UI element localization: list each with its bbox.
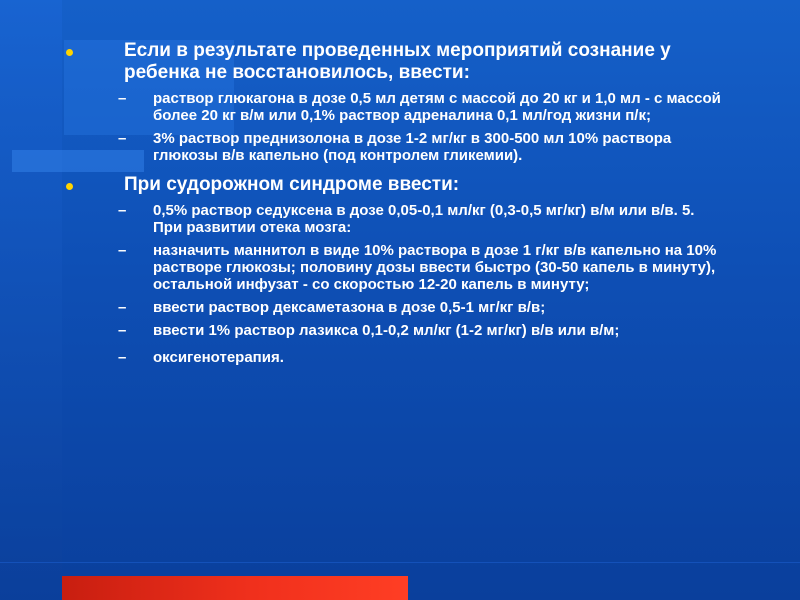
slide-content: [64, 40, 724, 366]
dash-marker: –: [118, 322, 127, 339]
sub-bullet-text: назначить маннитол в виде 10% раствора в дозе 1 г/кг в/в капельно на 10% растворе глюкозы; половину дозы ввести быстро (30-50 капель в минуту), остальной инфузат - со скоростью 12-20 капель в минуту;: [153, 242, 717, 293]
sub-bullet-item: [64, 349, 724, 366]
dash-marker: –: [118, 242, 127, 259]
left-decor-band: [0, 0, 62, 600]
sub-bullet-text: 0,5% раствор седуксена в дозе 0,05-0,1 мл/кг (0,3-0,5 мг/кг) в/м или в/в. 5. При развитии отека мозга:: [153, 202, 695, 236]
bullet-text: При судорожном синдроме ввести:: [124, 174, 460, 195]
sub-bullet-item: [64, 90, 724, 124]
bottom-accent-bar: [62, 576, 408, 600]
sub-bullet-item: [64, 299, 724, 316]
dash-marker: –: [118, 202, 127, 219]
sub-bullet-text: оксигенотерапия.: [153, 349, 284, 366]
dash-marker: –: [118, 90, 127, 107]
sub-bullet-item: [64, 202, 724, 236]
sub-bullet-text: ввести 1% раствор лазикса 0,1-0,2 мл/кг (1-2 мг/кг) в/в или в/м;: [153, 322, 620, 339]
bullet-text: Если в результате проведенных мероприятий сознание у ребенка не восстановилось, ввести:: [124, 40, 671, 83]
bullet-dot-icon: [66, 183, 73, 190]
dash-marker: –: [118, 130, 127, 147]
sub-bullet-text: раствор глюкагона в дозе 0,5 мл детям с массой до 20 кг и 1,0 мл - с массой более 20 кг в/м или 0,1% раствор адреналина 0,1 мл/год жизни п/к;: [153, 90, 721, 124]
dash-marker: –: [118, 299, 127, 316]
dash-marker: –: [118, 349, 127, 366]
bullet-dot-icon: [66, 49, 73, 56]
sub-bullet-item: [64, 130, 724, 164]
bullet-item: [64, 174, 724, 196]
sub-bullet-item: [64, 322, 724, 339]
bottom-divider: [0, 562, 800, 563]
sub-bullet-text: ввести раствор дексаметазона в дозе 0,5-1 мг/кг в/в;: [153, 299, 546, 316]
bullet-item: [64, 40, 724, 84]
sub-bullet-item: [64, 242, 724, 293]
sub-bullet-text: 3% раствор преднизолона в дозе 1-2 мг/кг в 300-500 мл 10% раствора глюкозы в/в капельно (под контролем гликемии).: [153, 130, 672, 164]
